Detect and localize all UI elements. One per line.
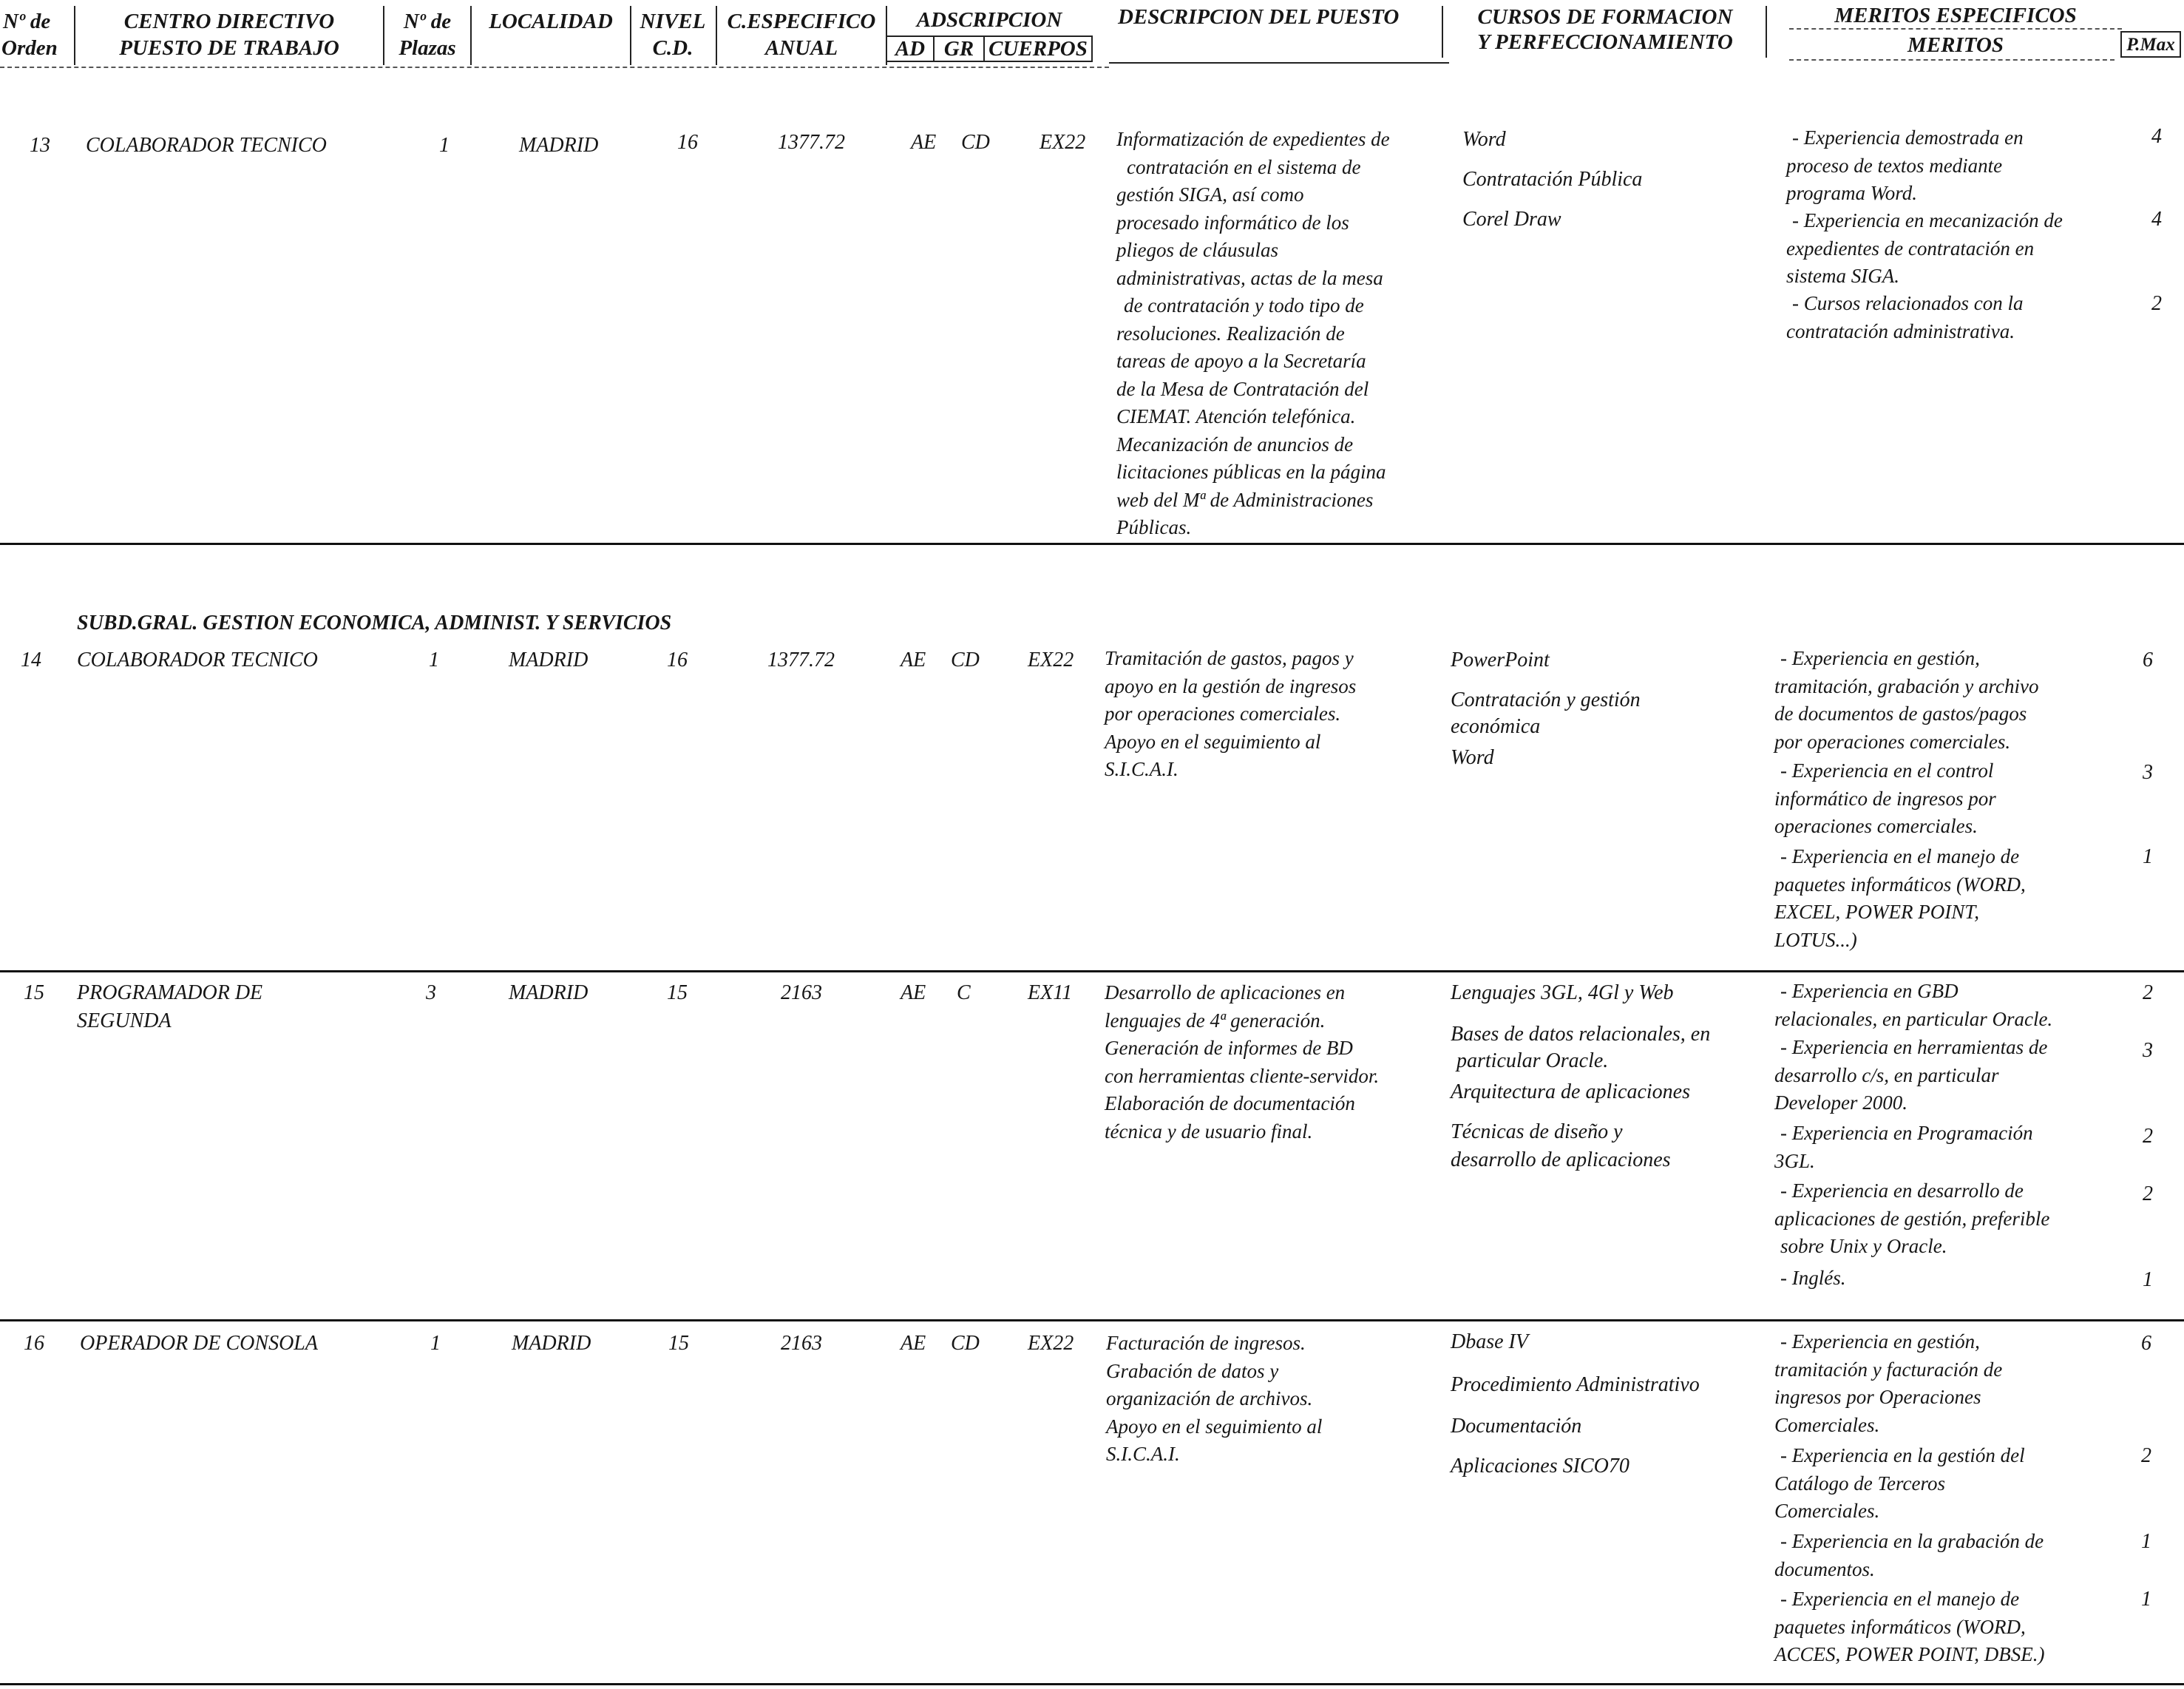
row-merito: - Experiencia en la grabación de documentos. [1774,1530,2044,1580]
header-meritos-2: MERITOS [1907,33,2004,57]
row-merito: - Experiencia en el manejo de paquetes informáticos (WORD, ACCES, POWER POINT, DBSE.) [1774,1588,2045,1665]
row-ad: AE [911,131,937,154]
row-localidad: MADRID [512,1332,591,1355]
row-puesto: COLABORADOR TECNICO [86,134,327,157]
row-plazas: 1 [430,1332,441,1355]
row-gr: CD [951,649,980,671]
row-merito-pmax: 1 [2141,1588,2151,1611]
row-gr: C [957,981,971,1004]
header-descripcion: DESCRIPCION DEL PUESTO [1118,5,1400,29]
row-merito: - Experiencia en la gestión del Catálogo de Terceros Comerciales. [1774,1444,2025,1522]
row-merito-pmax: 6 [2141,1332,2151,1355]
row-nivel: 16 [677,131,698,154]
row-cuerpos: EX22 [1028,1332,1074,1355]
header-orden-1: Nº de [3,10,51,33]
row-especifico: 2163 [781,1332,822,1355]
row-curso: Corel Draw [1462,208,1561,231]
row-curso: PowerPoint [1451,649,1550,671]
header-meritos-1: MERITOS ESPECIFICOS [1834,4,2077,27]
row-cuerpos: EX22 [1040,131,1086,154]
header-especifico-1: C.ESPECIFICO [727,10,876,33]
row-curso: Word [1451,746,1494,769]
row-curso: Contratación y gestión [1451,688,1641,711]
row-merito-pmax: 4 [2151,208,2162,231]
row-plazas: 1 [429,649,439,671]
header-plazas-2: Plazas [399,36,456,60]
row-gr: CD [951,1332,980,1355]
row-merito-pmax: 2 [2151,292,2162,315]
row-orden: 16 [24,1332,44,1355]
header-centro-1: CENTRO DIRECTIVO [123,10,335,33]
row-plazas: 1 [439,134,450,157]
header-nivel-1: NIVEL [640,10,706,33]
header-centro-2: PUESTO DE TRABAJO [119,36,339,60]
row-merito-pmax: 3 [2143,1039,2153,1062]
row-curso: Procedimiento Administrativo [1451,1373,1700,1396]
row-nivel: 15 [667,981,688,1004]
row-puesto: COLABORADOR TECNICO [77,649,318,671]
header-cuerpos: CUERPOS [988,37,1088,61]
row-merito: - Experiencia en desarrollo de aplicaciones de gestión, preferible sobre Unix y Oracle. [1774,1179,2050,1257]
header-orden-2: Orden [1,36,58,60]
row-merito-pmax: 1 [2143,845,2153,868]
header-divider [1442,6,1443,58]
row-curso: particular Oracle. [1456,1049,1609,1072]
row-ad: AE [901,649,926,671]
row-curso: desarrollo de aplicaciones [1451,1148,1671,1171]
row-descripcion: Tramitación de gastos, pagos y apoyo en la gestión de ingresos por operaciones comerciales. Apoyo en el seguimiento al S.I.C.A.I. [1105,647,1357,780]
row-descripcion: Facturación de ingresos. Grabación de datos y organización de archivos. Apoyo en el seguimiento al S.I.C.A.I. [1106,1332,1323,1465]
header-cursos-1: CURSOS DE FORMACION [1477,5,1733,29]
row-merito-pmax: 1 [2141,1530,2151,1553]
row-curso: Aplicaciones SICO70 [1451,1455,1629,1478]
header-dashed-rule [1789,28,2122,30]
header-plazas-1: Nº de [403,10,452,33]
subdivision-title: SUBD.GRAL. GESTION ECONOMICA, ADMINIST. Y SERVICIOS [77,612,672,634]
row-especifico: 1377.72 [778,131,845,154]
row-merito-pmax: 4 [2151,125,2162,148]
row-curso: Lenguajes 3GL, 4Gl y Web [1451,981,1674,1004]
header-dashed-rule [0,67,1109,68]
row-plazas: 3 [426,981,436,1004]
row-curso: Dbase IV [1451,1330,1528,1353]
row-separator [0,543,2184,545]
row-merito: - Experiencia en el manejo de paquetes informáticos (WORD, EXCEL, POWER POINT, LOTUS...) [1774,845,2026,951]
row-merito: - Cursos relacionados con la contratación administrativa. [1786,292,2024,342]
row-merito-pmax: 3 [2143,761,2153,784]
row-orden: 15 [24,981,44,1004]
header-divider [470,6,472,65]
row-merito: - Experiencia en mecanización de expedientes de contratación en sistema SIGA. [1786,209,2063,287]
header-localidad: LOCALIDAD [489,10,613,33]
row-especifico: 1377.72 [767,649,835,671]
row-ad: AE [901,1332,926,1355]
row-cuerpos: EX11 [1028,981,1073,1004]
header-divider [383,6,384,65]
row-descripcion: Desarrollo de aplicaciones en lenguajes de 4ª generación. Generación de informes de BD con herramientas cliente-servidor. Elaboración de documentación técnica y de usuario final. [1105,981,1380,1143]
row-nivel: 16 [667,649,688,671]
row-curso: Bases de datos relacionales, en [1451,1023,1711,1046]
row-curso: económica [1451,715,1541,738]
row-separator [0,970,2184,972]
row-merito-pmax: 2 [2143,981,2153,1004]
row-especifico: 2163 [781,981,822,1004]
row-curso: Word [1462,128,1506,151]
row-merito: - Experiencia demostrada en proceso de textos mediante programa Word. [1786,126,2024,204]
header-gr: GR [943,37,974,61]
row-separator [0,1683,2184,1685]
header-divider [74,6,75,65]
row-curso: Documentación [1451,1415,1582,1438]
header-divider [1766,6,1767,58]
row-merito-pmax: 2 [2143,1182,2153,1205]
row-localidad: MADRID [519,134,599,157]
row-cuerpos: EX22 [1028,649,1074,671]
row-orden: 13 [30,134,50,157]
row-merito-pmax: 2 [2141,1444,2151,1467]
header-ad: AD [895,37,926,61]
row-curso: Contratación Pública [1462,168,1643,191]
row-merito: - Experiencia en gestión, tramitación y facturación de ingresos por Operaciones Comerciales. [1774,1330,2003,1436]
row-merito-pmax: 1 [2143,1268,2153,1291]
row-nivel: 15 [668,1332,689,1355]
row-descripcion: Informatización de expedientes de contratación en el sistema de gestión SIGA, así como procesado informático de los pliegos de cláusulas administrativas, actas de la mesa de contratación y todo tipo de resoluciones. Realización de tareas de apoyo a la Secretaría de la Mesa de Contratación del CIEMAT. Atención telefónica. Mecanización de anuncios de licitaciones públicas en la página web del Mª de Administraciones Públicas. [1116,128,1390,538]
header-especifico-2: ANUAL [764,36,838,60]
row-merito: - Experiencia en GBD relacionales, en particular Oracle. [1774,980,2053,1030]
header-adscripcion: ADSCRIPCION [916,8,1062,32]
row-gr: CD [961,131,990,154]
header-pmax: P.Max [2126,35,2175,55]
row-puesto: PROGRAMADOR DE [77,981,263,1004]
row-merito-pmax: 2 [2143,1125,2153,1148]
header-nivel-2: C.D. [652,36,693,60]
header-rule [1109,62,1449,64]
row-merito: - Inglés. [1780,1267,1846,1289]
row-ad: AE [901,981,926,1004]
header-dashed-rule [1789,59,2115,61]
row-merito: - Experiencia en gestión, tramitación, grabación y archivo de documentos de gastos/pagos por operaciones comerciales. [1774,647,2039,753]
row-puesto: OPERADOR DE CONSOLA [80,1332,318,1355]
row-localidad: MADRID [509,981,589,1004]
row-merito: - Experiencia en Programación 3GL. [1774,1122,2033,1172]
row-puesto-2: SEGUNDA [77,1009,172,1032]
row-curso: Técnicas de diseño y [1451,1120,1623,1143]
row-curso: Arquitectura de aplicaciones [1451,1080,1690,1103]
header-cursos-2: Y PERFECCIONAMIENTO [1477,30,1733,54]
row-localidad: MADRID [509,649,589,671]
row-separator [0,1319,2184,1321]
row-merito: - Experiencia en herramientas de desarrollo c/s, en particular Developer 2000. [1774,1036,2048,1114]
row-merito-pmax: 6 [2143,649,2153,671]
row-orden: 14 [21,649,41,671]
row-merito: - Experiencia en el control informático de ingresos por operaciones comerciales. [1774,759,1996,837]
